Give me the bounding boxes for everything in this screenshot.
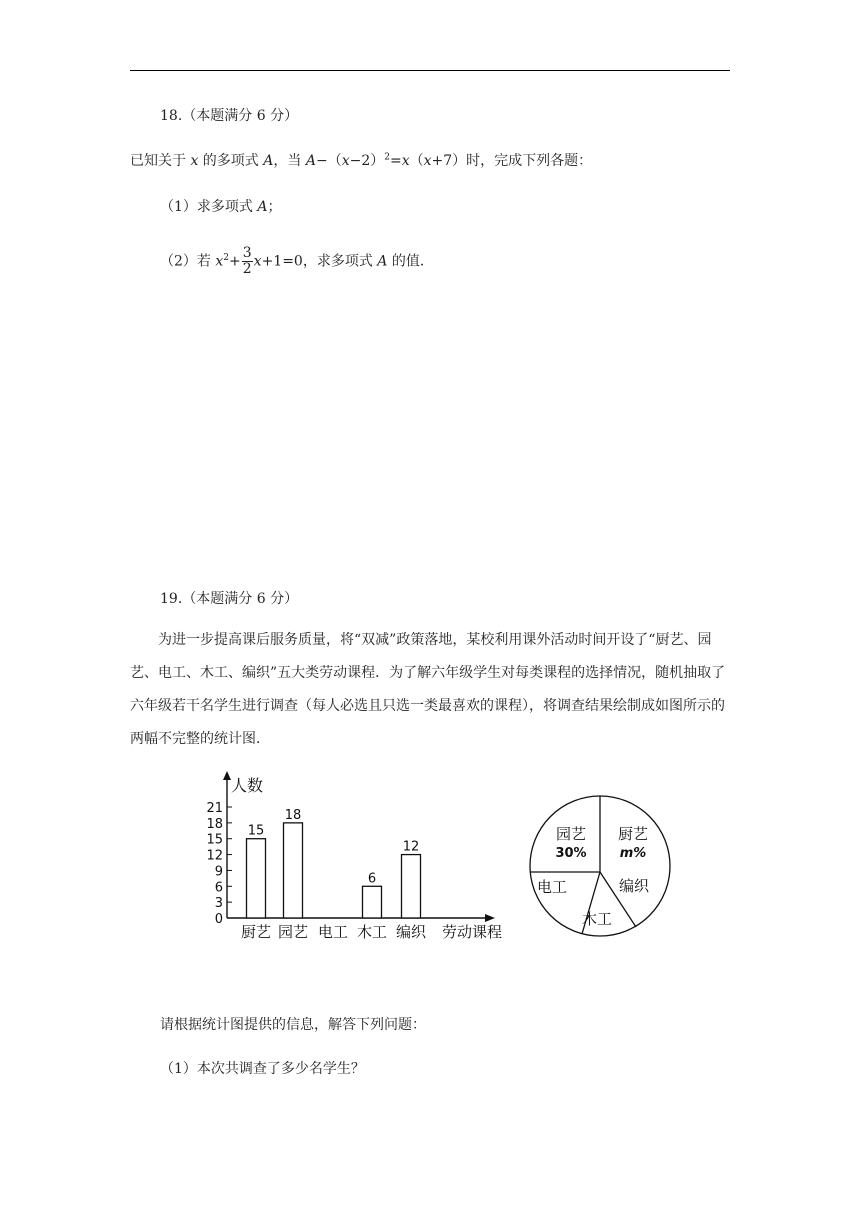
pie-slice-label: 电工 [536, 878, 568, 896]
q18-part2: （2）若 $x^2+$ $\frac{3}{2}$ x+1=0，求多项式 A 的值． [160, 245, 434, 278]
pie-slice-label: 木工 [581, 910, 613, 928]
q19-part1: （1）本次共调查了多少名学生？ [160, 1061, 365, 1077]
bar-value-label: 6 [367, 871, 377, 887]
bar-value-label: 12 [402, 839, 420, 855]
pie-slice-label: 园艺 [555, 825, 587, 843]
y-tick-label: 0 [214, 912, 223, 927]
fraction-three-halves: $\frac{3}{2}$ [242, 245, 252, 278]
q19-body: 为进一步提高课后服务质量，将“双减”政策落地，某校利用课外活动时间开设了“厨艺、园艺、电工、木工、编织”五大类劳动课程．为了解六年级学生对每类课程的选择情况，随机抽取了六年级若干名学生进行调查（每人必选且只选一类最喜欢的课程），将调查结果绘制成如图所示的两幅不完整的统计图． [130, 632, 726, 747]
y-tick-label: 21 [206, 801, 223, 816]
x-tick-label: 厨艺 [240, 923, 272, 941]
x-axis-label: 劳动课程 [442, 923, 503, 941]
y-tick-label: 6 [214, 880, 223, 896]
bar-chart [195, 765, 515, 945]
pie-slice-value: 30% [555, 846, 587, 861]
q18-part1: （1）求多项式 A； [160, 199, 282, 215]
x-tick-label: 电工 [317, 923, 349, 941]
x-tick-label: 园艺 [277, 923, 309, 941]
y-tick-label: 12 [206, 848, 223, 864]
y-axis-arrow [223, 771, 231, 780]
x-tick-label: 编织 [395, 923, 427, 941]
y-tick-label: 9 [214, 864, 223, 880]
q19-prompt: 请根据统计图提供的信息，解答下列问题： [160, 1017, 426, 1033]
y-tick-label: 18 [206, 816, 223, 832]
y-tick-label: 3 [214, 896, 223, 912]
pie-slice-value: m% [619, 846, 647, 861]
bar-value-label: 18 [284, 807, 302, 823]
pie-chart [527, 793, 673, 939]
top-rule [130, 70, 730, 71]
bar [284, 823, 303, 918]
pie-slice-label: 编织 [618, 877, 650, 895]
y-axis-label: 人数 [231, 776, 264, 795]
x-axis-arrow [485, 914, 495, 922]
bar [402, 855, 421, 918]
q18-stem: 已知关于 x 的多项式 A，当 $A-(x-2)^2=x(x+7)$时，完成下列各题： [130, 152, 593, 169]
bar [247, 839, 266, 918]
x-tick-label: 木工 [356, 923, 388, 941]
bar-value-label: 15 [247, 823, 265, 839]
q18-header: 18.（本题满分 6 分） [160, 108, 299, 124]
q19-header: 19.（本题满分 6 分） [160, 591, 299, 607]
y-tick-label: 15 [206, 832, 223, 848]
pie-slice-label: 厨艺 [617, 825, 649, 843]
bar [363, 886, 382, 918]
